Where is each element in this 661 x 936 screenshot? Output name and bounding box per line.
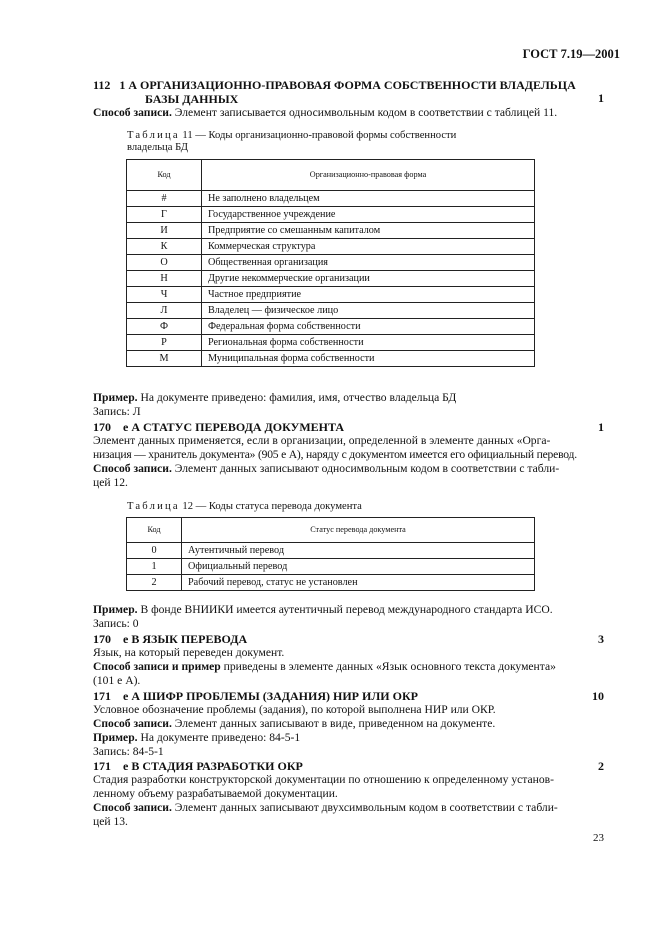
code-cell: М: [127, 351, 202, 367]
table-header-row: [127, 160, 535, 191]
form-cell: Общественная организация: [202, 255, 535, 271]
section-171a-length: 10: [592, 689, 604, 703]
method-text: приведены в элементе данных «Язык основного текста документа»: [220, 660, 556, 673]
section-number: 171: [93, 689, 111, 703]
code-cell: К: [127, 239, 202, 255]
form-cell: Владелец — физическое лицо: [202, 303, 535, 319]
section-171b-method: [93, 801, 558, 815]
section-112-method: [93, 106, 557, 120]
table11-caption: [127, 130, 456, 155]
example-label: Пример.: [93, 391, 138, 404]
section-171a-record: Запись: 84-5-1: [93, 745, 164, 758]
caption-rest: 12 — Коды статуса перевода документа: [179, 501, 362, 512]
table-row: [127, 543, 535, 559]
caption-line2: владельца БД: [127, 142, 188, 154]
table-row: [127, 287, 535, 303]
section-170a-length: 1: [598, 420, 604, 434]
code-cell: 0: [127, 543, 182, 559]
table-row: [127, 239, 535, 255]
example-2: [93, 603, 553, 617]
table-row: [127, 255, 535, 271]
method-label: Способ записи и пример: [93, 660, 221, 673]
form-cell: Федеральная форма собственности: [202, 319, 535, 335]
method-text: Элемент данных записывают односимвольным кодом в соответствии с табли-: [171, 462, 560, 475]
table-row: [127, 575, 535, 591]
method-label: Способ записи.: [93, 462, 172, 475]
section-170a-method: [93, 462, 559, 476]
code-cell: Р: [127, 335, 202, 351]
section-171a-text: Условное обозначение проблемы (задания), по которой выполнена НИР или ОКР.: [93, 703, 496, 716]
method-label: Способ записи.: [93, 801, 172, 814]
section-title: е В ЯЗЫК ПЕРЕВОДА: [123, 632, 248, 646]
method-text: Элемент записывается односимвольным кодом в соответствии с таблицей 11.: [171, 106, 558, 119]
form-cell: Не заполнено владельцем: [202, 191, 535, 207]
form-cell: Региональная форма собственности: [202, 335, 535, 351]
section-number: 170: [93, 420, 111, 434]
header-cell: Код: [127, 160, 202, 191]
section-112-heading: [93, 78, 576, 92]
method-label: Способ записи.: [93, 717, 172, 730]
form-cell: Муниципальная форма собственности: [202, 351, 535, 367]
code-cell: И: [127, 223, 202, 239]
header-cell: Код: [127, 518, 182, 543]
table-row: [127, 319, 535, 335]
table-row: [127, 271, 535, 287]
form-cell: Частное предприятие: [202, 287, 535, 303]
method-label: Способ записи.: [93, 106, 172, 119]
method-text: Элемент данных записывают двухсимвольным кодом в соответствии с табли-: [171, 801, 558, 814]
section-number: 170: [93, 632, 111, 646]
example-text: В фонде ВНИИКИ имеется аутентичный перевод международного стандарта ИСО.: [137, 603, 553, 616]
section-170a-method-line2: цей 12.: [93, 476, 128, 489]
table-row: [127, 191, 535, 207]
section-170a-heading: [93, 420, 344, 434]
form-cell: Коммерческая структура: [202, 239, 535, 255]
table-row: [127, 335, 535, 351]
table-row: [127, 559, 535, 575]
caption-rest: 11 — Коды организационно-правовой формы собственности: [179, 130, 457, 141]
section-171b-text-line2: ленному объему разрабатываемой документации.: [93, 787, 338, 800]
section-112-title-line2: БАЗЫ ДАННЫХ: [145, 92, 239, 106]
status-cell: Аутентичный перевод: [182, 543, 535, 559]
section-170b-method-line2: (101 е А).: [93, 674, 141, 687]
caption-word: Таблица: [127, 130, 180, 141]
section-171b-method-line2: цей 13.: [93, 815, 128, 828]
section-170b-method: [93, 660, 556, 674]
code-cell: 1: [127, 559, 182, 575]
code-cell: Н: [127, 271, 202, 287]
example-label: Пример.: [93, 731, 138, 744]
example-1-record: Запись: Л: [93, 405, 141, 418]
table-row: [127, 303, 535, 319]
section-171b-length: 2: [598, 759, 604, 773]
table-row: [127, 351, 535, 367]
example-text: На документе приведено: 84-5-1: [137, 731, 301, 744]
section-170b-text: Язык, на который переведен документ.: [93, 646, 285, 659]
section-title: е В СТАДИЯ РАЗРАБОТКИ ОКР: [123, 759, 303, 773]
section-170a-text-line2: низация — хранитель документа» (905 е А), наряду с документом имеется его официальный перевод.: [93, 448, 577, 461]
section-170b-length: 3: [598, 632, 604, 646]
section-number: 171: [93, 759, 111, 773]
page-number: 23: [593, 832, 604, 844]
section-170a-text-line1: Элемент данных применяется, если в организации, определенной в элементе данных «Орга-: [93, 434, 551, 447]
example-label: Пример.: [93, 603, 138, 616]
table-header-row: [127, 518, 535, 543]
code-cell: Г: [127, 207, 202, 223]
caption-word: Таблица: [127, 501, 180, 512]
section-171b-heading: [93, 759, 303, 773]
code-cell: Л: [127, 303, 202, 319]
section-171a-method: [93, 717, 495, 731]
section-number: 112: [93, 78, 111, 92]
status-cell: Рабочий перевод, статус не установлен: [182, 575, 535, 591]
example-text: На документе приведено: фамилия, имя, отчество владельца БД: [137, 391, 457, 404]
document-header: ГОСТ 7.19—2001: [522, 47, 620, 61]
section-112-length: 1: [598, 91, 604, 105]
table-row: [127, 207, 535, 223]
table12-caption: [127, 501, 362, 513]
code-cell: 2: [127, 575, 182, 591]
status-cell: Официальный перевод: [182, 559, 535, 575]
method-text: Элемент данных записывают в виде, приведенном на документе.: [171, 717, 496, 730]
section-171a-heading: [93, 689, 418, 703]
section-title: 1 А ОРГАНИЗАЦИОННО-ПРАВОВАЯ ФОРМА СОБСТВЕННОСТИ ВЛАДЕЛЬЦА: [119, 78, 576, 92]
header-cell: Статус перевода документа: [182, 518, 535, 543]
header-cell: Организационно-правовая форма: [202, 160, 535, 191]
code-cell: Ч: [127, 287, 202, 303]
code-cell: Ф: [127, 319, 202, 335]
section-title: е А ШИФР ПРОБЛЕМЫ (ЗАДАНИЯ) НИР ИЛИ ОКР: [123, 689, 418, 703]
table-12: [126, 517, 535, 591]
section-171a-example: [93, 731, 300, 745]
code-cell: О: [127, 255, 202, 271]
code-cell: #: [127, 191, 202, 207]
example-2-record: Запись: 0: [93, 617, 139, 630]
table-11: [126, 159, 535, 367]
form-cell: Другие некоммерческие организации: [202, 271, 535, 287]
section-170b-heading: [93, 632, 247, 646]
form-cell: Государственное учреждение: [202, 207, 535, 223]
section-title: е А СТАТУС ПЕРЕВОДА ДОКУМЕНТА: [123, 420, 345, 434]
form-cell: Предприятие со смешанным капиталом: [202, 223, 535, 239]
table-row: [127, 223, 535, 239]
example-1: [93, 391, 456, 405]
section-171b-text-line1: Стадия разработки конструкторской документации по отношению к определенному установ-: [93, 773, 554, 786]
